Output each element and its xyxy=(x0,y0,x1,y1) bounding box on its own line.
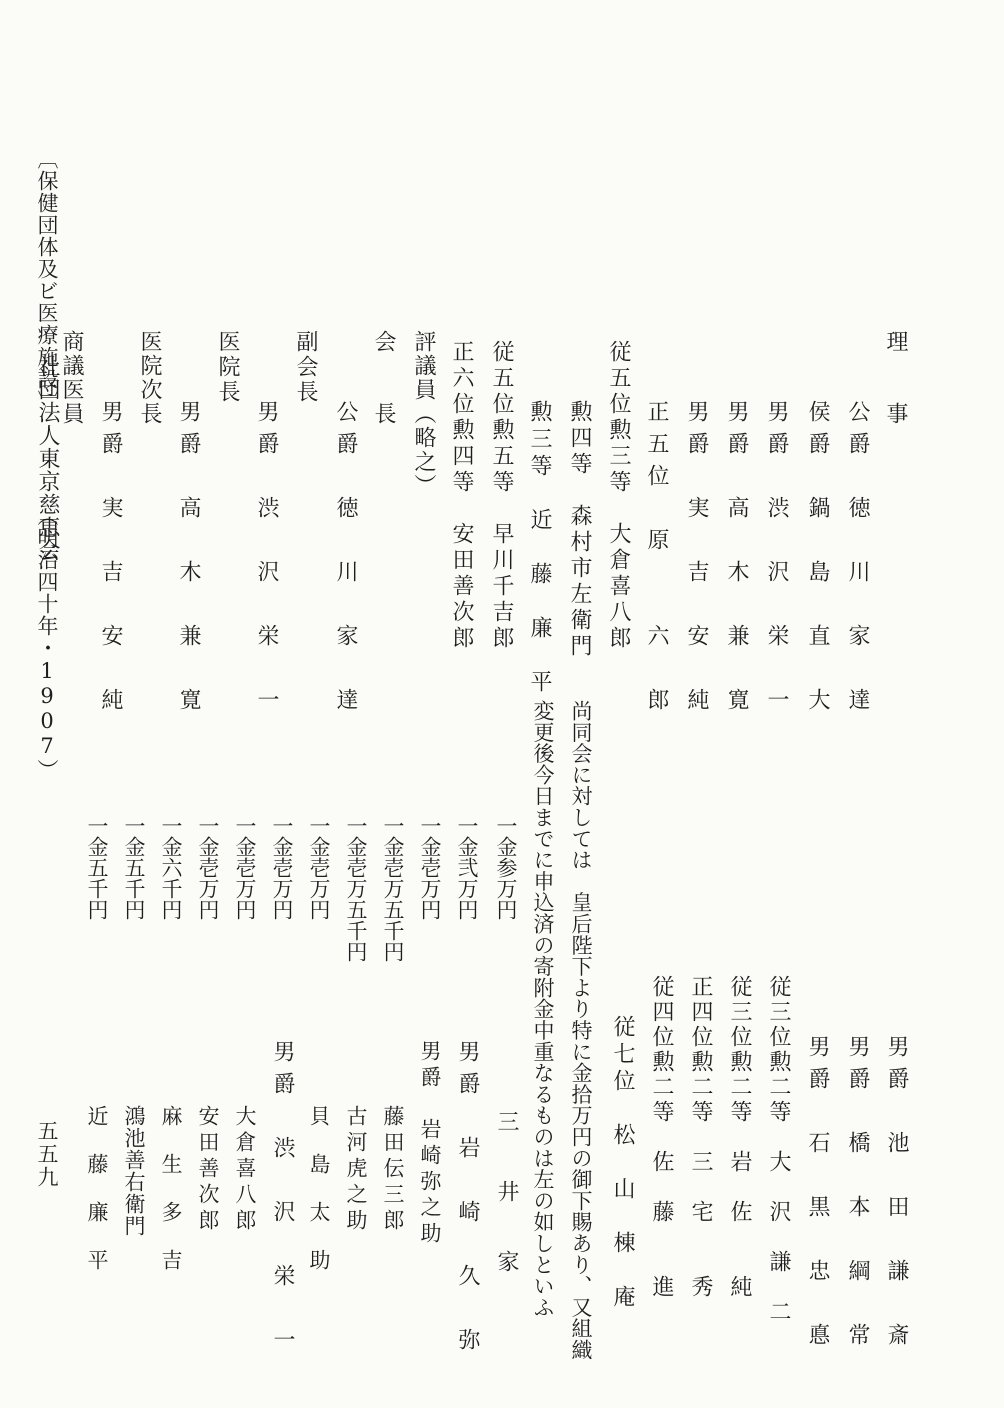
donation-amount: 一金壱万円 xyxy=(307,815,331,920)
officer-entry: 公爵 徳 川 家 達 xyxy=(333,400,358,720)
officer-entry: 男爵 渋 沢 栄 一 xyxy=(254,400,279,720)
councilors-heading: 評議員（略之） xyxy=(411,330,436,498)
president-heading: 会 長 xyxy=(371,330,396,438)
officers-heading: 理 事 xyxy=(883,330,908,438)
officer-entry: 従五位勲三等 大倉喜八郎 xyxy=(606,340,631,652)
officer-entry: 従五位勲五等 早川千吉郎 xyxy=(489,340,514,652)
donation-donor: 近 藤 廉 平 xyxy=(85,1105,109,1273)
donation-donor: 貝 島 太 助 xyxy=(307,1105,331,1273)
year-label: （明治四十年・1907） xyxy=(35,505,59,781)
officer-entry: 男爵 高 木 兼 寛 xyxy=(176,400,201,720)
donation-donor: 安田善次郎 xyxy=(196,1105,220,1235)
deputy-director-heading: 医院次長 xyxy=(137,330,162,426)
page-number: 五五九 xyxy=(35,1120,59,1189)
officer-entry: 侯爵 鍋 島 直 大 xyxy=(805,400,830,720)
officer-entry: 男爵 実 吉 安 純 xyxy=(98,400,123,720)
donation-amount: 一金壱万五千円 xyxy=(381,815,405,962)
consulting-physicians-heading: 商議医員 xyxy=(59,330,84,426)
donation-amount: 一金壱万五千円 xyxy=(344,815,368,962)
donation-amount: 一金五千円 xyxy=(85,815,109,920)
donation-donor: 男爵 岩 崎 久 弥 xyxy=(455,1040,480,1360)
donation-amount: 一金参万円 xyxy=(494,815,518,920)
officer-entry: 正五位 原 六 郎 xyxy=(644,400,669,720)
member-entry: 従三位勲二等 大 沢 謙 二 xyxy=(766,975,791,1325)
donation-amount: 一金壱万円 xyxy=(270,815,294,920)
donation-donor: 麻 生 多 吉 xyxy=(159,1105,183,1273)
section-header: 〔保健団体及ビ医療施設〕 xyxy=(35,148,59,412)
officer-entry: 勲四等 森村市左衛門 xyxy=(567,400,592,660)
member-entry: 男爵 池 田 謙 斎 xyxy=(884,1035,909,1355)
donation-donor: 鴻池善右衛門 xyxy=(122,1105,146,1237)
donation-donor: 大倉喜八郎 xyxy=(233,1105,257,1235)
donation-donor: 古河虎之助 xyxy=(344,1105,368,1235)
notice-line: 変更後今日までに申込済の寄附金中重なるものは左の如しといふ xyxy=(531,700,555,1318)
member-entry: 従四位勲二等 佐 藤 進 xyxy=(649,975,674,1300)
officer-entry: 勲三等 近 藤 廉 平 xyxy=(527,400,552,697)
member-entry: 従三位勲二等 岩 佐 純 xyxy=(727,975,752,1300)
donation-donor: 藤田伝三郎 xyxy=(381,1105,405,1235)
donation-amount: 一金壱万円 xyxy=(233,815,257,920)
organization-title: 社団法人東京慈恵会 xyxy=(35,355,60,562)
member-entry: 従七位 松 山 棟 庵 xyxy=(610,1015,635,1312)
hospital-director-heading: 医院長 xyxy=(215,330,240,405)
member-entry: 正四位勲二等 三 宅 秀 xyxy=(688,975,713,1300)
officer-entry: 男爵 実 吉 安 純 xyxy=(684,400,709,720)
donation-amount: 一金五千円 xyxy=(122,815,146,920)
member-entry: 男爵 石 黒 忠 悳 xyxy=(805,1035,830,1355)
vice-president-heading: 副会長 xyxy=(293,330,318,405)
member-entry: 男爵 橋 本 綱 常 xyxy=(845,1035,870,1355)
donation-amount: 一金壱万円 xyxy=(196,815,220,920)
donation-amount: 一金弐万円 xyxy=(455,815,479,920)
donation-amount: 一金六千円 xyxy=(159,815,183,920)
officer-entry: 男爵 高 木 兼 寛 xyxy=(724,400,749,720)
donation-donor: 三 井 家 xyxy=(494,1110,519,1285)
officer-entry: 公爵 徳 川 家 達 xyxy=(845,400,870,720)
officer-entry: 男爵 渋 沢 栄 一 xyxy=(764,400,789,720)
notice-line: 尚同会に対しては 皇后陛下より特に金拾万円の御下賜あり、又組織 xyxy=(569,700,593,1361)
donation-amount: 一金壱万円 xyxy=(418,815,442,920)
donation-donor: 男爵 岩崎弥之助 xyxy=(418,1040,442,1248)
officer-entry: 正六位勲四等 安田善次郎 xyxy=(449,340,474,652)
donation-donor: 男爵 渋 沢 栄 一 xyxy=(270,1040,295,1360)
